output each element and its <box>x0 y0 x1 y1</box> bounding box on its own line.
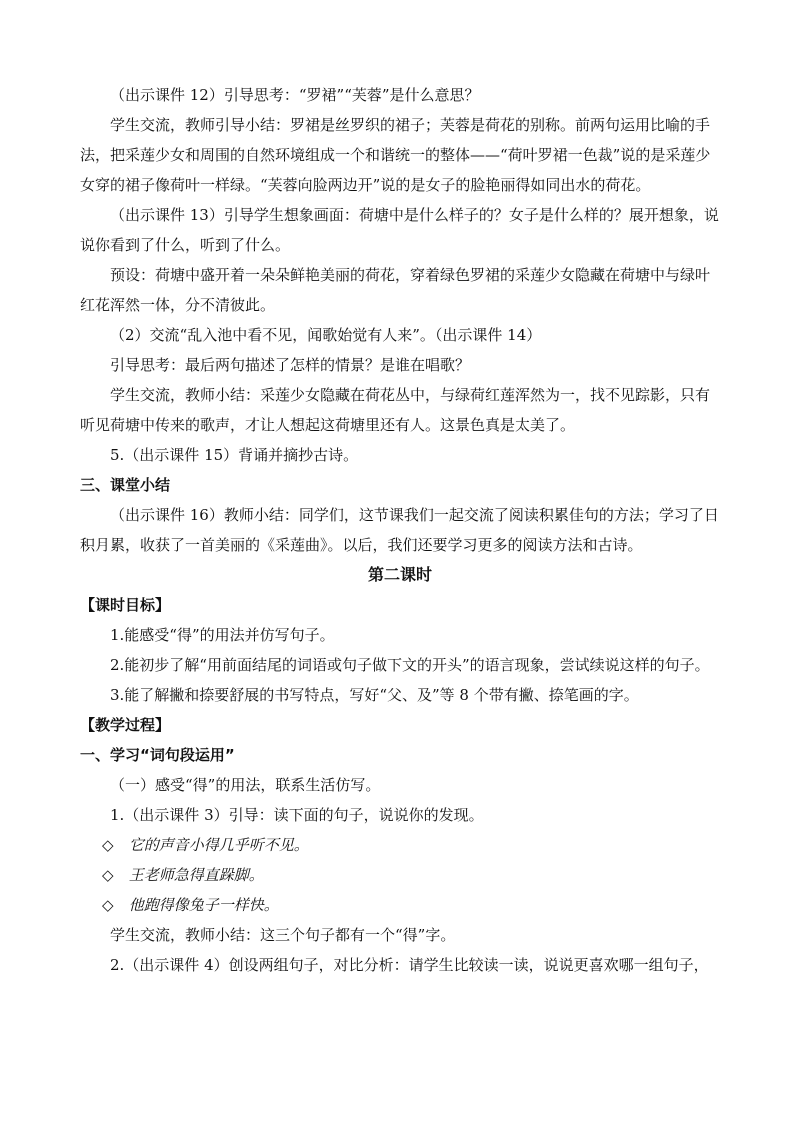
example-sentence <box>80 890 720 920</box>
example-text: 王老师急得直跺脚。 <box>128 866 264 884</box>
paragraph: （出示课件 16）教师小结：同学们，这节课我们一起交流了阅读积累佳句的方法；学习了日积月累，收获了一首美丽的《采莲曲》。以后，我们还要学习更多的阅读方法和古诗。 <box>80 506 719 554</box>
paragraph: 预设：荷塘中盛开着一朵朵鲜艳美丽的荷花，穿着绿色罗裙的采莲少女隐藏在荷塘中与绿叶红花浑然一体，分不清彼此。 <box>80 266 711 314</box>
paragraph: 2.能初步了解“用前面结尾的词语或句子做下文的开头”的语言现象，尝试续说这样的句子。 <box>110 656 710 674</box>
paragraph: 5.（出示课件 15）背诵并摘抄古诗。 <box>110 446 359 464</box>
paragraph: 3.能了解撇和捺要舒展的书写特点，写好“父、及”等 8 个带有撇、捺笔画的字。 <box>110 686 639 704</box>
example-sentence <box>80 860 720 890</box>
diamond-bullet-icon: ◇ <box>102 866 114 884</box>
paragraph: 引导思考：最后两句描述了怎样的情景？是谁在唱歌？ <box>110 356 471 374</box>
paragraph: （出示课件 13）引导学生想象画面：荷塘中是什么样子的？女子是什么样的？展开想象，说说你看到了什么，听到了什么。 <box>80 206 719 254</box>
example-text: 他跑得像兔子一样快。 <box>128 896 279 914</box>
diamond-bullet-icon: ◇ <box>102 896 114 914</box>
paragraph: 学生交流，教师小结：采莲少女隐藏在荷花丛中，与绿荷红莲浑然为一，找不见踪影，只有听见荷塘中传来的歌声，才让人想起这荷塘里还有人。这景色真是太美了。 <box>80 386 711 434</box>
document-body <box>80 80 720 980</box>
paragraph: 学生交流，教师小结：这三个句子都有一个“得”字。 <box>110 926 456 944</box>
section-heading: 【教学过程】 <box>80 716 171 734</box>
lesson-title: 第二课时 <box>367 565 432 584</box>
diamond-bullet-icon: ◇ <box>102 836 114 854</box>
paragraph: （2）交流“乱入池中看不见，闻歌始觉有人来”。（出示课件 14） <box>110 326 542 344</box>
example-sentence <box>80 830 720 860</box>
paragraph: 学生交流，教师引导小结：罗裙是丝罗织的裙子；芙蓉是荷花的别称。前两句运用比喻的手法，把采莲少女和周围的自然环境组成一个和谐统一的整体——“荷叶罗裙一色裁”说的是采莲少女穿的裙子像荷叶一样绿。“芙蓉向脸两边开”说的是女子的脸艳丽得如同出水的荷花。 <box>80 116 711 194</box>
section-heading: 三、课堂小结 <box>80 476 171 494</box>
paragraph: 2.（出示课件 4）创设两组句子，对比分析：请学生比较读一读，说说更喜欢哪一组句子， <box>110 956 709 974</box>
paragraph: 1.能感受“得”的用法并仿写句子。 <box>110 626 335 644</box>
paragraph: （出示课件 12）引导思考：“罗裙”“芙蓉”是什么意思？ <box>110 86 480 104</box>
paragraph: （一）感受“得”的用法，联系生活仿写。 <box>110 776 381 794</box>
example-text: 它的声音小得几乎听不见。 <box>128 836 309 854</box>
section-heading: 一、学习“词句段运用” <box>80 746 235 764</box>
section-heading: 【课时目标】 <box>80 596 171 614</box>
paragraph: 1.（出示课件 3）引导：读下面的句子，说说你的发现。 <box>110 806 484 824</box>
